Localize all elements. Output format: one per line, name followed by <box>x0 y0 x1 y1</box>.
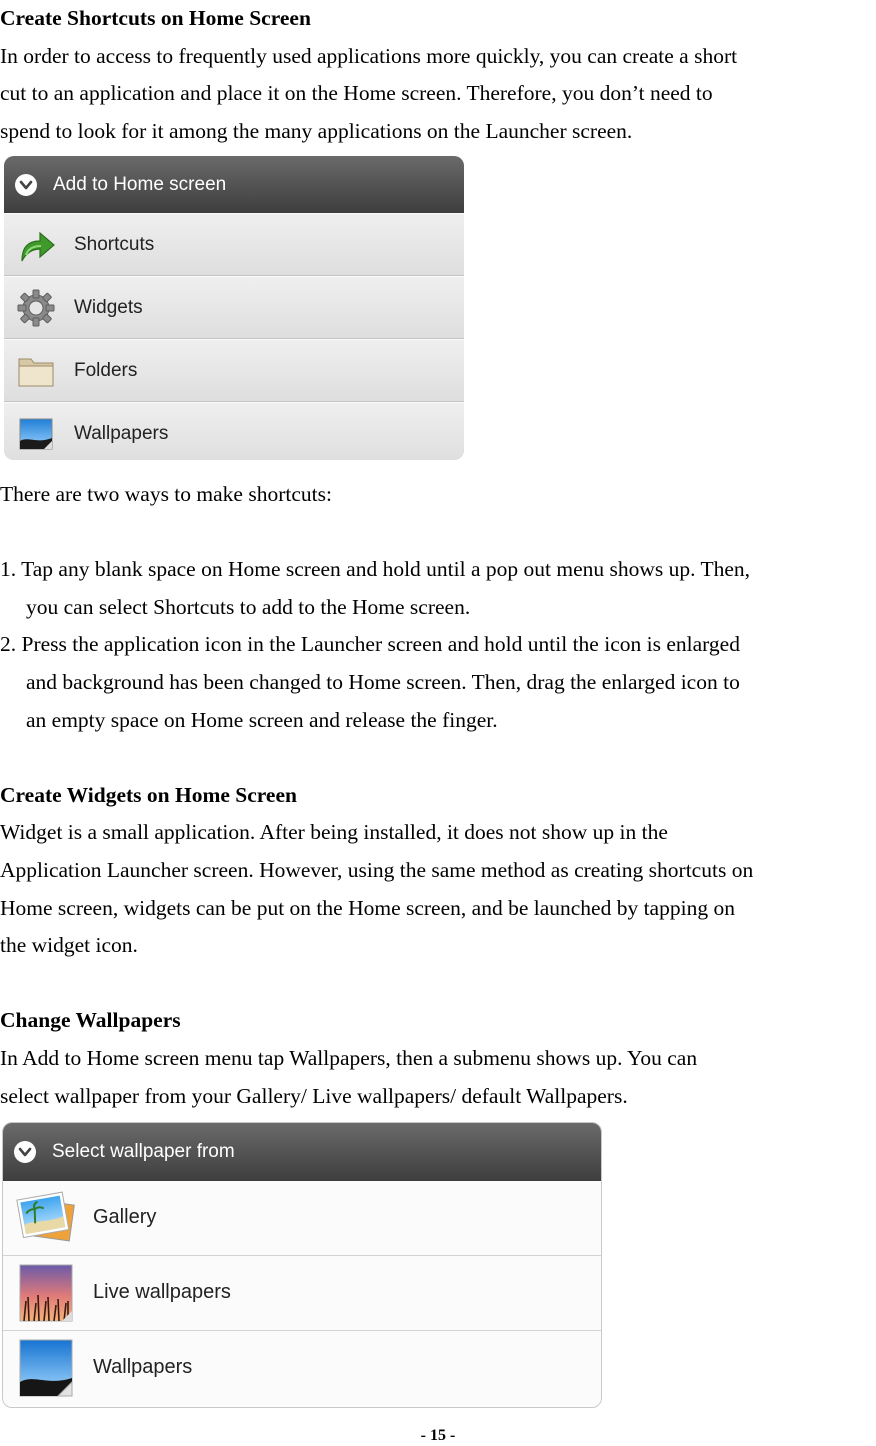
section-title-wallpapers: Change Wallpapers <box>0 1008 181 1033</box>
folder-icon <box>14 349 58 393</box>
wallpapers-paragraph-line: select wallpaper from your Gallery/ Live wallpapers/ default Wallpapers. <box>0 1083 628 1108</box>
select-wallpaper-menu <box>2 1122 602 1408</box>
shortcuts-paragraph-line: spend to look for it among the many applications on the Launcher screen. <box>0 118 633 143</box>
menu-item-folders[interactable] <box>4 339 464 402</box>
add-to-home-screen-menu <box>4 156 464 460</box>
menu-header <box>4 156 464 213</box>
menu-header <box>3 1123 601 1181</box>
menu-title: Add to Home screen <box>53 173 227 195</box>
gallery-icon <box>13 1186 79 1250</box>
widgets-paragraph-line: Home screen, widgets can be put on the Home screen, and be launched by tapping on <box>0 895 735 920</box>
shortcuts-paragraph-line: cut to an application and place it on the Home screen. Therefore, you don’t need to <box>0 81 713 106</box>
menu-item-wallpapers[interactable] <box>4 402 464 460</box>
wallpaper-icon <box>14 412 58 456</box>
page-number: - 15 - <box>420 1427 456 1444</box>
menu-item-wallpapers[interactable] <box>3 1331 601 1405</box>
wallpapers-paragraph-line: In Add to Home screen menu tap Wallpapers, then a submenu shows up. You can <box>0 1045 698 1070</box>
section-title-shortcuts: Create Shortcuts on Home Screen <box>0 6 311 30</box>
chevron-down-icon <box>15 174 37 196</box>
menu-title: Select wallpaper from <box>52 1141 235 1163</box>
list-item-line: and background has been changed to Home screen. Then, drag the enlarged icon to <box>26 669 740 694</box>
shortcut-arrow-icon <box>14 223 58 267</box>
shortcut-methods <box>0 476 876 1115</box>
menu-item-widgets[interactable] <box>4 276 464 339</box>
widgets-paragraph-line: Application Launcher screen. However, using the same method as creating shortcuts on <box>0 857 754 882</box>
menu-item-label: Live wallpapers <box>93 1281 231 1304</box>
menu-item-label: Wallpapers <box>74 422 169 444</box>
menu-item-label: Folders <box>74 359 138 381</box>
menu-item-label: Widgets <box>74 296 143 318</box>
chevron-down-icon <box>14 1141 36 1163</box>
shortcuts-paragraph-line: In order to access to frequently used applications more quickly, you can create a short <box>0 43 738 68</box>
menu-item-label: Gallery <box>93 1206 157 1229</box>
menu-item-label: Wallpapers <box>93 1356 193 1379</box>
list-item <box>0 551 876 626</box>
wallpaper-icon <box>13 1336 79 1400</box>
list-item-line: you can select Shortcuts to add to the Home screen. <box>26 594 471 619</box>
ways-intro: There are two ways to make shortcuts: <box>0 482 332 506</box>
widgets-paragraph-line: the widget icon. <box>0 933 138 958</box>
menu-item-gallery[interactable] <box>3 1181 601 1256</box>
section-title-widgets: Create Widgets on Home Screen <box>0 782 297 807</box>
list-item <box>0 626 876 739</box>
menu-item-shortcuts[interactable] <box>4 213 464 276</box>
menu-item-label: Shortcuts <box>74 233 155 255</box>
list-item-line: an empty space on Home screen and release the finger. <box>26 707 498 732</box>
list-item-line: 1. Tap any blank space on Home screen and hold until a pop out menu shows up. Then, <box>0 557 751 582</box>
list-item-line: 2. Press the application icon in the Launcher screen and hold until the icon is enlarged <box>0 632 740 657</box>
document-page <box>0 0 876 150</box>
live-wallpaper-icon <box>13 1261 79 1325</box>
gear-icon <box>14 286 58 330</box>
menu-item-live-wallpapers[interactable] <box>3 1256 601 1331</box>
widgets-paragraph-line: Widget is a small application. After being installed, it does not show up in the <box>0 820 668 845</box>
